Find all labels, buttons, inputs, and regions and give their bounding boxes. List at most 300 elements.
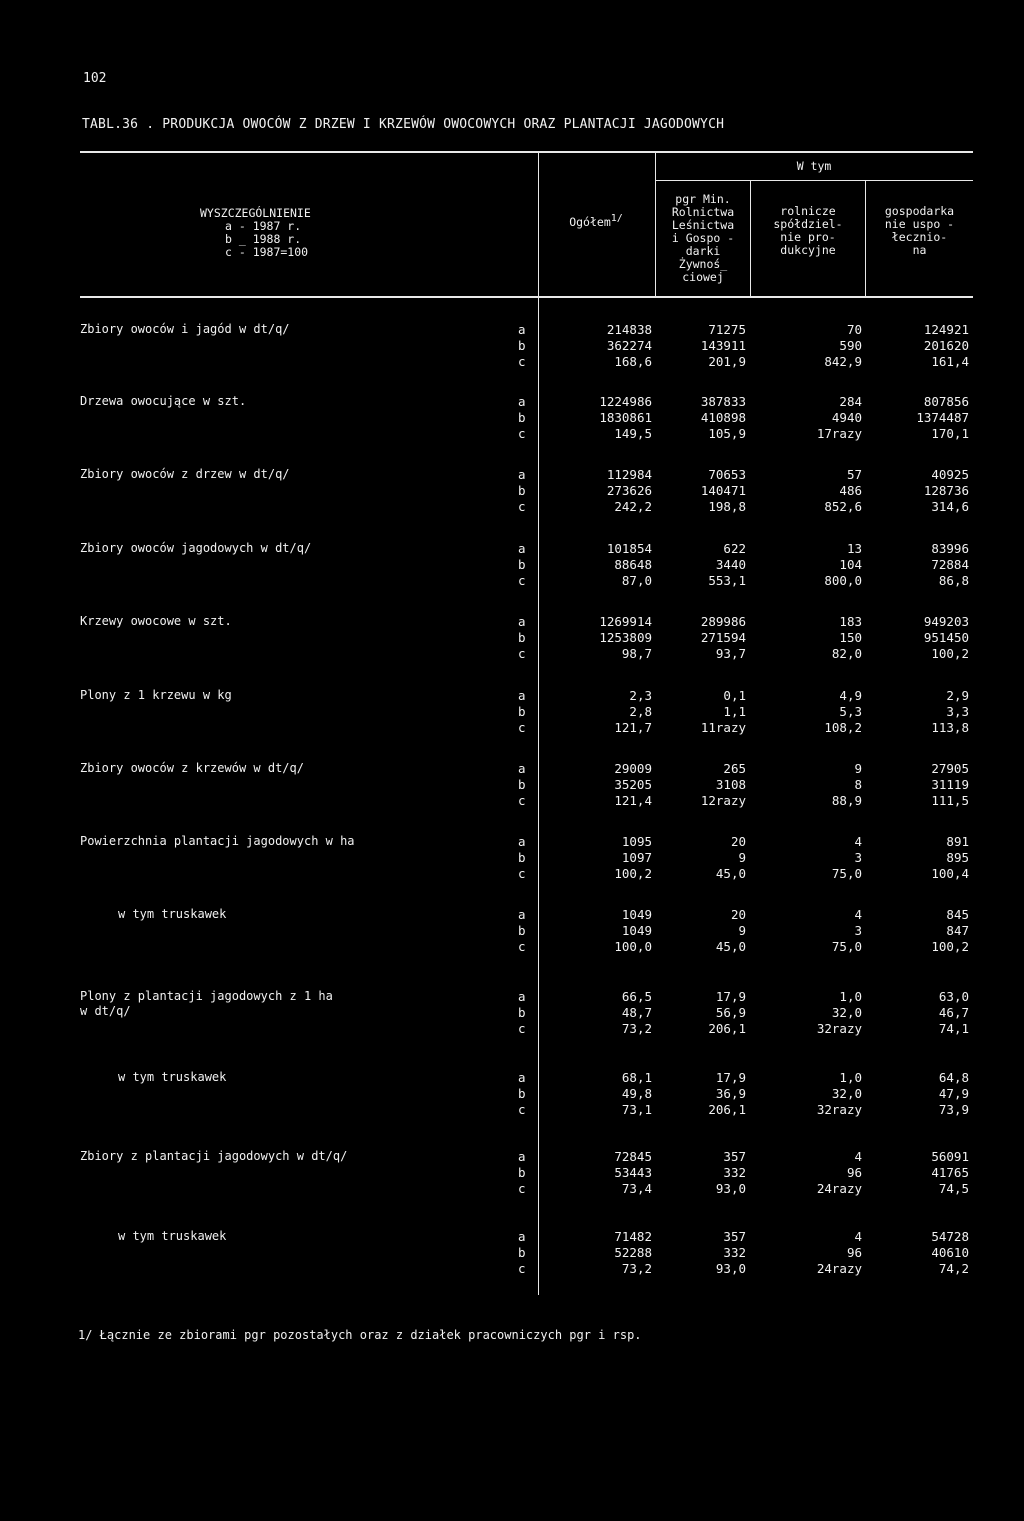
- row-variant-letters: [518, 1070, 538, 1118]
- cell-value: 357: [723, 1229, 746, 1244]
- row-label-line: Zbiory owoców z drzew w dt/q/: [80, 467, 290, 481]
- row-label: [80, 989, 333, 1019]
- header-spec: [200, 207, 350, 259]
- cell-rsp: [817, 394, 862, 442]
- header-col_pgr-line: Rolnictwa: [671, 205, 735, 219]
- header-pgr: [656, 193, 750, 284]
- row-label-line: w tym truskawek: [118, 1070, 227, 1084]
- cell-gosp: [924, 614, 969, 662]
- row-label-line: w tym truskawek: [118, 1229, 227, 1243]
- variant-letter: b: [518, 1005, 526, 1020]
- col-divider-1: [538, 153, 539, 1295]
- cell-gosp: [916, 394, 969, 442]
- variant-letter: a: [518, 1229, 526, 1244]
- cell-gosp: [939, 989, 969, 1037]
- cell-value: 40925: [931, 467, 969, 482]
- cell-gosp: [924, 467, 969, 515]
- cell-pgr: [701, 761, 746, 809]
- cell-value: 71275: [708, 322, 746, 337]
- cell-rsp: [832, 761, 862, 809]
- cell-value: 24razy: [816, 1181, 862, 1196]
- variant-letter: c: [518, 1021, 526, 1036]
- cell-value: 82,0: [831, 646, 862, 661]
- cell-value: 70653: [708, 467, 746, 482]
- cell-total: [599, 614, 652, 662]
- cell-value: 895: [946, 850, 969, 865]
- variant-letter: a: [518, 322, 526, 337]
- cell-value: 4: [854, 1229, 862, 1244]
- header-col_pgr-line: Żywnoś_: [678, 257, 728, 271]
- cell-value: 242,2: [614, 499, 652, 514]
- cell-value: 71482: [614, 1229, 652, 1244]
- header-w-tym-label: W tym: [796, 159, 832, 173]
- cell-value: 31119: [931, 777, 969, 792]
- row-label: [80, 394, 246, 409]
- cell-value: 332: [723, 1245, 746, 1260]
- cell-gosp: [931, 907, 969, 955]
- w-tym-rule: [655, 180, 973, 181]
- cell-value: 387833: [700, 394, 746, 409]
- cell-pgr: [708, 1070, 746, 1118]
- cell-total: [607, 541, 652, 589]
- cell-value: 41765: [931, 1165, 969, 1180]
- cell-value: 845: [946, 907, 969, 922]
- cell-value: 66,5: [621, 989, 652, 1004]
- cell-total: [614, 688, 652, 736]
- cell-value: 2,9: [946, 688, 969, 703]
- cell-value: 75,0: [831, 939, 862, 954]
- variant-letter: c: [518, 646, 526, 661]
- variant-letter: c: [518, 354, 526, 369]
- cell-rsp: [817, 989, 862, 1037]
- cell-pgr: [701, 614, 746, 662]
- cell-total: [614, 907, 652, 955]
- cell-value: 362274: [606, 338, 652, 353]
- cell-value: 170,1: [931, 426, 969, 441]
- cell-pgr: [708, 541, 746, 589]
- variant-letter: b: [518, 1165, 526, 1180]
- row-label-line: Plony z plantacji jagodowych z 1 ha: [80, 989, 333, 1003]
- row-label-line: Zbiory owoców i jagód w dt/q/: [80, 322, 290, 336]
- cell-value: 622: [723, 541, 746, 556]
- cell-value: 3: [854, 923, 862, 938]
- cell-gosp: [939, 1070, 969, 1118]
- cell-value: 24razy: [816, 1261, 862, 1276]
- variant-letter: c: [518, 573, 526, 588]
- cell-value: 590: [839, 338, 862, 353]
- cell-value: 20: [730, 834, 746, 849]
- cell-value: 111,5: [931, 793, 969, 808]
- row-variant-letters: [518, 989, 538, 1037]
- variant-letter: b: [518, 483, 526, 498]
- header-spec-b: b _ 1988 r.: [225, 232, 302, 246]
- cell-value: 112984: [606, 467, 652, 482]
- cell-value: 5,3: [839, 704, 862, 719]
- row-label: [80, 688, 232, 703]
- variant-letter: a: [518, 761, 526, 776]
- cell-value: 314,6: [931, 499, 969, 514]
- cell-value: 271594: [700, 630, 746, 645]
- header-col_pgr-line: ciowej: [682, 270, 724, 284]
- variant-letter: a: [518, 907, 526, 922]
- cell-value: 410898: [700, 410, 746, 425]
- variant-letter: b: [518, 630, 526, 645]
- cell-value: 86,8: [938, 573, 969, 588]
- cell-value: 553,1: [708, 573, 746, 588]
- cell-value: 32razy: [816, 1102, 862, 1117]
- cell-value: 46,7: [938, 1005, 969, 1020]
- cell-value: 87,0: [621, 573, 652, 588]
- cell-rsp: [824, 467, 862, 515]
- cell-total: [614, 761, 652, 809]
- cell-pgr: [716, 1229, 746, 1277]
- row-label: [80, 834, 355, 849]
- cell-value: 1095: [621, 834, 652, 849]
- header-col_pgr-line: darki: [685, 244, 721, 258]
- variant-letter: a: [518, 614, 526, 629]
- cell-pgr: [716, 907, 746, 955]
- variant-letter: a: [518, 394, 526, 409]
- cell-value: 45,0: [715, 939, 746, 954]
- row-variant-letters: [518, 322, 538, 370]
- row-label: [80, 541, 311, 556]
- variant-letter: c: [518, 1181, 526, 1196]
- row-variant-letters: [518, 1149, 538, 1197]
- header-col_pgr-line: Leśnictwa: [671, 218, 735, 232]
- cell-rsp: [824, 688, 862, 736]
- cell-value: 1830861: [599, 410, 652, 425]
- cell-value: 73,1: [621, 1102, 652, 1117]
- cell-value: 143911: [700, 338, 746, 353]
- cell-value: 1,1: [723, 704, 746, 719]
- cell-pgr: [716, 1149, 746, 1197]
- cell-pgr: [701, 394, 746, 442]
- header-col_gosp-line: nie uspo -: [884, 217, 955, 231]
- cell-value: 27905: [931, 761, 969, 776]
- cell-value: 214838: [606, 322, 652, 337]
- variant-letter: b: [518, 557, 526, 572]
- cell-value: 47,9: [938, 1086, 969, 1101]
- cell-value: 161,4: [931, 354, 969, 369]
- cell-value: 101854: [606, 541, 652, 556]
- cell-value: 32,0: [831, 1086, 862, 1101]
- cell-value: 73,4: [621, 1181, 652, 1196]
- cell-value: 93,0: [715, 1261, 746, 1276]
- cell-value: 113,8: [931, 720, 969, 735]
- cell-value: 72884: [931, 557, 969, 572]
- cell-value: 3440: [715, 557, 746, 572]
- cell-pgr: [701, 688, 746, 736]
- cell-value: 35205: [614, 777, 652, 792]
- cell-value: 74,5: [938, 1181, 969, 1196]
- row-label: [80, 1149, 347, 1164]
- cell-value: 273626: [606, 483, 652, 498]
- cell-value: 4940: [831, 410, 862, 425]
- row-label-line: Drzewa owocujące w szt.: [80, 394, 247, 408]
- cell-value: 128736: [923, 483, 969, 498]
- cell-value: 121,7: [614, 720, 652, 735]
- cell-value: 68,1: [621, 1070, 652, 1085]
- cell-value: 4: [854, 907, 862, 922]
- cell-value: 29009: [614, 761, 652, 776]
- variant-letter: c: [518, 499, 526, 514]
- cell-value: 3,3: [946, 704, 969, 719]
- cell-value: 949203: [923, 614, 969, 629]
- row-variant-letters: [518, 834, 538, 882]
- cell-total: [599, 394, 652, 442]
- header-rsp: [751, 205, 865, 257]
- cell-value: 265: [723, 761, 746, 776]
- cell-total: [614, 834, 652, 882]
- cell-value: 17razy: [816, 426, 862, 441]
- cell-value: 100,4: [931, 866, 969, 881]
- header-col_gosp-line: na: [912, 243, 927, 257]
- row-label-line: Zbiory owoców z krzewów w dt/q/: [80, 761, 304, 775]
- cell-value: 75,0: [831, 866, 862, 881]
- cell-value: 17,9: [715, 1070, 746, 1085]
- cell-pgr: [701, 467, 746, 515]
- variant-letter: c: [518, 426, 526, 441]
- variant-letter: a: [518, 989, 526, 1004]
- cell-value: 73,2: [621, 1021, 652, 1036]
- cell-value: 1049: [621, 923, 652, 938]
- cell-value: 54728: [931, 1229, 969, 1244]
- cell-value: 852,6: [824, 499, 862, 514]
- cell-value: 73,9: [938, 1102, 969, 1117]
- cell-value: 74,2: [938, 1261, 969, 1276]
- cell-value: 93,7: [715, 646, 746, 661]
- cell-value: 63,0: [938, 989, 969, 1004]
- header-col_pgr-line: pgr Min.: [675, 192, 731, 206]
- cell-value: 4,9: [839, 688, 862, 703]
- cell-value: 1097: [621, 850, 652, 865]
- header-top-rule: [80, 151, 973, 153]
- cell-value: 1374487: [916, 410, 969, 425]
- row-variant-letters: [518, 1229, 538, 1277]
- row-label: [118, 907, 226, 922]
- cell-value: 17,9: [715, 989, 746, 1004]
- cell-value: 105,9: [708, 426, 746, 441]
- header-gosp: [866, 205, 973, 257]
- cell-value: 20: [730, 907, 746, 922]
- cell-value: 800,0: [824, 573, 862, 588]
- row-variant-letters: [518, 614, 538, 662]
- cell-value: 807856: [923, 394, 969, 409]
- cell-gosp: [924, 322, 969, 370]
- variant-letter: b: [518, 777, 526, 792]
- cell-gosp: [931, 1229, 969, 1277]
- cell-value: 52288: [614, 1245, 652, 1260]
- variant-letter: c: [518, 1102, 526, 1117]
- row-variant-letters: [518, 394, 538, 442]
- header-col_rsp-line: dukcyjne: [780, 243, 836, 257]
- cell-value: 149,5: [614, 426, 652, 441]
- variant-letter: a: [518, 834, 526, 849]
- cell-value: 88,9: [831, 793, 862, 808]
- cell-value: 357: [723, 1149, 746, 1164]
- header-spec-c: c - 1987=100: [225, 245, 309, 259]
- cell-rsp: [817, 1070, 862, 1118]
- cell-value: 4: [854, 834, 862, 849]
- cell-value: 8: [854, 777, 862, 792]
- cell-value: 1,0: [839, 989, 862, 1004]
- cell-total: [607, 467, 652, 515]
- cell-value: 198,8: [708, 499, 746, 514]
- cell-value: 284: [839, 394, 862, 409]
- row-label: [118, 1229, 226, 1244]
- cell-value: 100,2: [614, 866, 652, 881]
- cell-value: 847: [946, 923, 969, 938]
- cell-value: 4: [854, 1149, 862, 1164]
- cell-value: 9: [738, 850, 746, 865]
- variant-letter: b: [518, 410, 526, 425]
- cell-value: 88648: [614, 557, 652, 572]
- cell-rsp: [832, 834, 862, 882]
- cell-value: 183: [839, 614, 862, 629]
- cell-gosp: [931, 541, 969, 589]
- variant-letter: c: [518, 866, 526, 881]
- cell-value: 56,9: [715, 1005, 746, 1020]
- cell-rsp: [832, 614, 862, 662]
- cell-value: 1,0: [839, 1070, 862, 1085]
- cell-value: 74,1: [938, 1021, 969, 1036]
- cell-value: 96: [846, 1245, 862, 1260]
- cell-value: 206,1: [708, 1102, 746, 1117]
- cell-value: 56091: [931, 1149, 969, 1164]
- cell-value: 2,3: [629, 688, 652, 703]
- variant-letter: c: [518, 720, 526, 735]
- cell-value: 3108: [715, 777, 746, 792]
- cell-value: 951450: [923, 630, 969, 645]
- header-total: [556, 212, 636, 229]
- cell-value: 1224986: [599, 394, 652, 409]
- cell-value: 73,2: [621, 1261, 652, 1276]
- cell-value: 206,1: [708, 1021, 746, 1036]
- cell-value: 891: [946, 834, 969, 849]
- cell-value: 2,8: [629, 704, 652, 719]
- cell-total: [614, 1229, 652, 1277]
- cell-total: [614, 1149, 652, 1197]
- cell-rsp: [832, 907, 862, 955]
- row-label-line: Zbiory owoców jagodowych w dt/q/: [80, 541, 312, 555]
- cell-value: 96: [846, 1165, 862, 1180]
- row-variant-letters: [518, 761, 538, 809]
- header-spec-a: a - 1987 r.: [225, 219, 302, 233]
- cell-value: 140471: [700, 483, 746, 498]
- cell-value: 289986: [700, 614, 746, 629]
- cell-value: 168,6: [614, 354, 652, 369]
- cell-value: 3: [854, 850, 862, 865]
- variant-letter: b: [518, 1086, 526, 1101]
- cell-value: 201620: [923, 338, 969, 353]
- row-variant-letters: [518, 467, 538, 515]
- cell-rsp: [817, 1149, 862, 1197]
- variant-letter: a: [518, 1149, 526, 1164]
- row-label-line: Krzewy owocowe w szt.: [80, 614, 232, 628]
- cell-value: 1049: [621, 907, 652, 922]
- cell-value: 201,9: [708, 354, 746, 369]
- cell-rsp: [817, 1229, 862, 1277]
- cell-value: 12razy: [700, 793, 746, 808]
- cell-value: 83996: [931, 541, 969, 556]
- cell-value: 9: [738, 923, 746, 938]
- cell-value: 64,8: [938, 1070, 969, 1085]
- variant-letter: a: [518, 467, 526, 482]
- variant-letter: b: [518, 338, 526, 353]
- cell-value: 1269914: [599, 614, 652, 629]
- header-spec-title: WYSZCZEGÓLNIENIE: [200, 206, 311, 220]
- cell-value: 70: [846, 322, 862, 337]
- variant-letter: a: [518, 688, 526, 703]
- cell-rsp: [824, 322, 862, 370]
- row-label-line: Plony z 1 krzewu w kg: [80, 688, 232, 702]
- cell-value: 57: [846, 467, 862, 482]
- cell-value: 0,1: [723, 688, 746, 703]
- variant-letter: a: [518, 541, 526, 556]
- row-label-line: Powierzchnia plantacji jagodowych w ha: [80, 834, 355, 848]
- row-label: [80, 467, 290, 482]
- page-number: 102: [83, 71, 107, 86]
- header-total-footnote: 1/: [610, 213, 623, 224]
- cell-value: 72845: [614, 1149, 652, 1164]
- table-title: TABL.36 . PRODUKCJA OWOCÓW Z DRZEW I KRZEWÓW OWOCOWYCH ORAZ PLANTACJI JAGODOWYCH: [82, 117, 725, 132]
- cell-value: 11razy: [700, 720, 746, 735]
- header-bottom-rule: [80, 296, 973, 298]
- cell-value: 100,0: [614, 939, 652, 954]
- cell-value: 100,2: [931, 939, 969, 954]
- cell-value: 1253809: [599, 630, 652, 645]
- row-label: [80, 322, 290, 337]
- row-variant-letters: [518, 688, 538, 736]
- header-col_gosp-line: łecznio-: [891, 230, 948, 244]
- header-col_rsp-line: rolnicze: [780, 204, 836, 218]
- cell-value: 9: [854, 761, 862, 776]
- cell-gosp: [931, 761, 969, 809]
- cell-value: 49,8: [621, 1086, 652, 1101]
- header-total-label: Ogółem: [569, 214, 611, 229]
- cell-total: [607, 322, 652, 370]
- header-col_rsp-line: spółdziel-: [773, 217, 843, 231]
- cell-total: [622, 1070, 652, 1118]
- cell-value: 486: [839, 483, 862, 498]
- cell-value: 98,7: [621, 646, 652, 661]
- cell-gosp: [931, 688, 969, 736]
- variant-letter: b: [518, 1245, 526, 1260]
- cell-value: 93,0: [715, 1181, 746, 1196]
- variant-letter: b: [518, 923, 526, 938]
- cell-gosp: [931, 834, 969, 882]
- row-variant-letters: [518, 541, 538, 589]
- cell-pgr: [708, 989, 746, 1037]
- variant-letter: c: [518, 793, 526, 808]
- header-col_rsp-line: nie pro-: [780, 230, 836, 244]
- cell-value: 124921: [923, 322, 969, 337]
- row-label: [80, 761, 304, 776]
- cell-value: 100,2: [931, 646, 969, 661]
- variant-letter: c: [518, 939, 526, 954]
- cell-value: 13: [846, 541, 862, 556]
- variant-letter: b: [518, 704, 526, 719]
- variant-letter: c: [518, 1261, 526, 1276]
- cell-value: 32,0: [831, 1005, 862, 1020]
- cell-value: 842,9: [824, 354, 862, 369]
- cell-value: 150: [839, 630, 862, 645]
- row-label-line: w dt/q/: [80, 1004, 131, 1018]
- variant-letter: b: [518, 850, 526, 865]
- cell-value: 48,7: [621, 1005, 652, 1020]
- row-label: [80, 614, 232, 629]
- cell-rsp: [824, 541, 862, 589]
